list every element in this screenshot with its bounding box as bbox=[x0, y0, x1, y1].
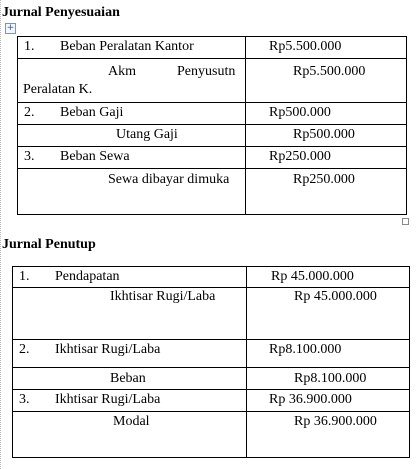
table-resize-handle-icon[interactable] bbox=[402, 218, 409, 225]
account-cell[interactable] bbox=[18, 37, 246, 59]
page-margin-guide bbox=[0, 0, 1, 469]
account-name-part: Akm bbox=[108, 64, 136, 79]
account-cell[interactable] bbox=[13, 288, 247, 340]
table-row bbox=[18, 169, 407, 215]
amount-cell[interactable] bbox=[246, 103, 407, 125]
entry-number: 2. bbox=[24, 105, 35, 120]
account-name: Beban bbox=[110, 371, 146, 386]
table-row bbox=[13, 267, 410, 288]
amount-cell[interactable] bbox=[247, 340, 410, 368]
amount: Rp8.100.000 bbox=[294, 371, 367, 386]
table-row bbox=[18, 147, 407, 169]
amount: Rp5.500.000 bbox=[269, 39, 342, 54]
closing-journal-table bbox=[12, 266, 410, 458]
account-cell[interactable] bbox=[18, 103, 246, 125]
account-name: Ikhtisar Rugi/Laba bbox=[55, 392, 161, 407]
amount: Rp 45.000.000 bbox=[271, 269, 354, 284]
entry-number: 1. bbox=[19, 269, 30, 284]
account-name: Utang Gaji bbox=[116, 127, 178, 142]
table-move-handle-icon[interactable]: + bbox=[6, 23, 15, 33]
entry-number: 3. bbox=[24, 149, 35, 164]
amount-cell[interactable] bbox=[246, 169, 407, 215]
amount-cell[interactable] bbox=[246, 59, 407, 103]
amount-cell[interactable] bbox=[247, 368, 410, 390]
account-name: Ikhtisar Rugi/Laba bbox=[55, 342, 161, 357]
entry-number: 2. bbox=[19, 342, 30, 357]
amount-cell[interactable] bbox=[246, 125, 407, 147]
account-name: Modal bbox=[113, 414, 150, 429]
amount: Rp500.000 bbox=[293, 127, 355, 142]
account-cell[interactable] bbox=[13, 340, 247, 368]
account-cell[interactable] bbox=[18, 59, 246, 103]
account-cell[interactable] bbox=[13, 412, 247, 458]
table-row bbox=[13, 288, 410, 340]
amount: Rp500.000 bbox=[269, 105, 331, 120]
account-cell[interactable] bbox=[18, 147, 246, 169]
account-cell[interactable] bbox=[18, 169, 246, 215]
table-row bbox=[13, 390, 410, 412]
account-name: Beban Gaji bbox=[60, 105, 124, 120]
amount: Rp 36.900.000 bbox=[294, 414, 377, 429]
account-name-part: Penyusutn bbox=[177, 64, 236, 79]
amount-cell[interactable] bbox=[246, 147, 407, 169]
amount: Rp8.100.000 bbox=[269, 342, 342, 357]
account-name: Sewa dibayar dimuka bbox=[108, 172, 230, 187]
account-cell[interactable] bbox=[13, 267, 247, 288]
amount-cell[interactable] bbox=[247, 412, 410, 458]
closing-journal-heading: Jurnal Penutup bbox=[2, 237, 96, 252]
table-row bbox=[13, 368, 410, 390]
table-row bbox=[18, 125, 407, 147]
account-name: Beban Sewa bbox=[60, 149, 130, 164]
account-name: Pendapatan bbox=[55, 269, 120, 284]
adjusting-journal-table bbox=[17, 36, 407, 215]
account-cell[interactable] bbox=[13, 390, 247, 412]
amount: Rp250.000 bbox=[269, 149, 331, 164]
amount-cell[interactable] bbox=[247, 288, 410, 340]
table-row bbox=[18, 59, 407, 103]
account-cell[interactable] bbox=[13, 368, 247, 390]
entry-number: 1. bbox=[24, 39, 35, 54]
amount: Rp5.500.000 bbox=[293, 64, 366, 79]
amount: Rp 45.000.000 bbox=[294, 289, 377, 304]
adjusting-journal-heading: Jurnal Penyesuaian bbox=[2, 5, 120, 20]
table-row bbox=[18, 103, 407, 125]
amount-cell[interactable] bbox=[247, 267, 410, 288]
account-name-part: Peralatan K. bbox=[23, 82, 93, 97]
amount-cell[interactable] bbox=[246, 37, 407, 59]
amount-cell[interactable] bbox=[247, 390, 410, 412]
amount: Rp250.000 bbox=[293, 172, 355, 187]
account-name: Beban Peralatan Kantor bbox=[60, 39, 194, 54]
table-row bbox=[13, 412, 410, 458]
entry-number: 3. bbox=[19, 392, 30, 407]
amount: Rp 36.900.000 bbox=[269, 392, 352, 407]
account-name: Ikhtisar Rugi/Laba bbox=[110, 289, 216, 304]
table-row bbox=[18, 37, 407, 59]
account-cell[interactable] bbox=[18, 125, 246, 147]
table-row bbox=[13, 340, 410, 368]
